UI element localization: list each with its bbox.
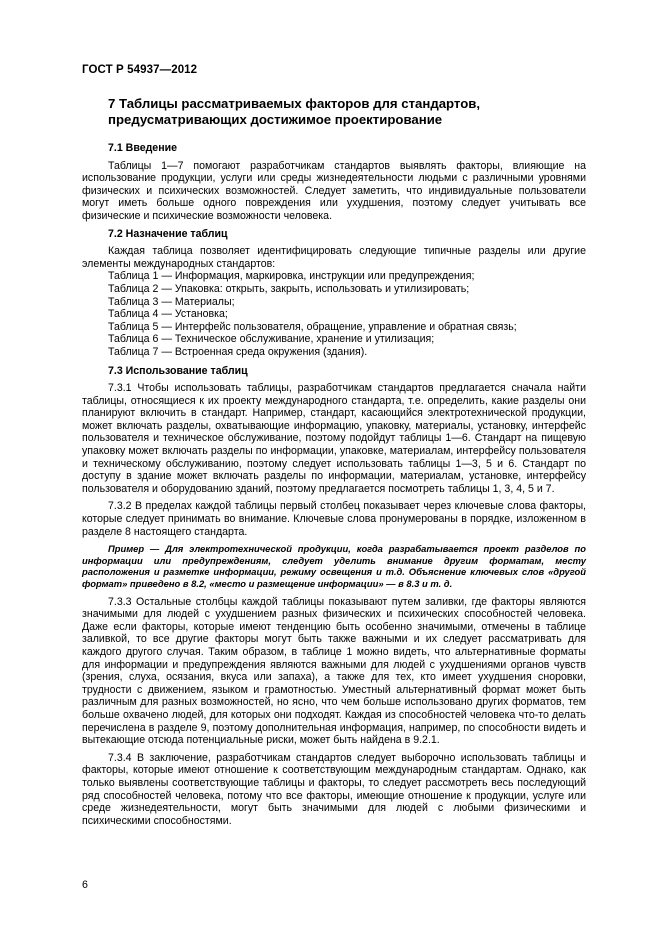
list-item: Таблица 6 — Техническое обслуживание, хранение и утилизация; bbox=[108, 333, 435, 346]
list-item: Таблица 2 — Упаковка: открыть, закрыть, использовать и утилизировать; bbox=[108, 282, 470, 295]
paragraph-7-3-3: 7.3.3 Остальные столбцы каждой таблицы показывают путем заливки, где факторы являются значимыми для людей с ухудшением разных физических и психических способностей человека. Даже если факторы, которые имеют тенденцию быть особенно значимыми, отмечены в таблице заливкой, то все другие факторы могут быть также важными и их следует рассматривать для каждого другого случая. Таким образом, в таблице 1 можно видеть, что альтернативные форматы для информации и предупреждения являются важными для людей с ухудшениями органов чувств (зрения, слуха, осязания, вкуса или запаха), а также для тех, кто имеет ухудшения сноровки, трудности с движением, языком и грамотностью. Уместный альтернативный формат может быть различным для разных возможностей, но ясно, что чем больше использовано других форматов, тем больше охвачено людей, для которых они подходят. Каждая из способностей человека что-то делать перечислена в разделе 9, поэтому дополнительная информация, например, по способности видеть и вытекающие отсюда потенциальные риски, может быть найдена в 9.2.1. bbox=[82, 595, 586, 747]
section-title-line-1: 7 Таблицы рассматриваемых факторов для стандартов, bbox=[108, 96, 481, 111]
subsection-heading-7-2: 7.2 Назначение таблиц bbox=[108, 227, 228, 240]
paragraph-7-1: Таблицы 1—7 помогают разработчикам стандартов выявлять факторы, влияющие на использование продукции, услуги или среды жизнедеятельности людьми с различными уровнями физических и психических возможностей. Следует заметить, что индивидуальные пользователи могут иметь больше одного повреждения или ухудшения, поэтому следует учитывать все физические и психические возможности человека. bbox=[82, 159, 586, 222]
paragraph-7-3-2: 7.3.2 В пределах каждой таблицы первый столбец показывает через ключевые слова факторы, которые следует принимать во внимание. Ключевые слова пронумерованы в порядке, изложенном в разделе 8 настоящего стандарта. bbox=[82, 500, 586, 538]
document-code-header: ГОСТ Р 54937—2012 bbox=[82, 64, 198, 76]
list-item: Таблица 7 — Встроенная среда окружения (здания). bbox=[108, 345, 368, 358]
subsection-heading-7-1: 7.1 Введение bbox=[108, 142, 178, 154]
paragraph-7-3-1: 7.3.1 Чтобы использовать таблицы, разработчикам стандартов предлагается сначала найти таблицы, относящиеся к их проекту международного стандарта, т.е. определить, какие разделы они планируют включить в стандарт. Например, стандарт, касающийся электротехнической продукции, может включать разделы, охватывающие информацию, упаковку, материалы, установку, интерфейс пользователя и техническое обслуживание, поэтому подойдут таблицы 1—6. Стандарт на пищевую упаковку может включать разделы по информации, упаковке, материалам, интерфейсу пользователя и техническому обслуживанию, поэтому следует использовать таблицы 1—3, 5 и 6. Стандарт по доступу в здание может включать разделы по информации, материалам, установке, интерфейсу пользователя и оборудованию зданий, поэтому предлагается посмотреть таблицы 1, 3, 4, 5 и 7. bbox=[82, 382, 586, 495]
paragraph-7-2-intro: Каждая таблица позволяет идентифицировать следующие типичные разделы или другие элементы международных стандартов: bbox=[82, 245, 586, 270]
list-item: Таблица 4 — Установка; bbox=[108, 308, 228, 321]
example-note: Пример — Для электротехнической продукции, когда разрабатывается проект разделов по информации или предупреждениям, следует уделить внимание другим форматам, месту расположения и разметке информации, режиму освещения и т.д. Объяснение ключевых слов «другой формат» приведено в 8.2, «место и размещение информации» — в 8.3 и т. д. bbox=[82, 543, 586, 589]
section-title-line-2: предусматривающих достижимое проектирование bbox=[108, 112, 443, 127]
subsection-heading-7-3: 7.3 Использование таблиц bbox=[108, 364, 248, 377]
list-item: Таблица 3 — Материалы; bbox=[108, 295, 235, 308]
list-item: Таблица 1 — Информация, маркировка, инструкции или предупреждения; bbox=[108, 270, 475, 283]
table-list bbox=[82, 270, 586, 358]
list-item: Таблица 5 — Интерфейс пользователя, обращение, управление и обратная связь; bbox=[108, 320, 517, 333]
section-title bbox=[82, 96, 586, 128]
page-number: 6 bbox=[82, 879, 88, 891]
paragraph-7-3-4: 7.3.4 В заключение, разработчикам стандартов следует выборочно использовать таблицы и факторы, которые имеют отношение к соответствующим международным стандартам. Однако, как только выявлены соответствующие таблицы и факторы, то следует рассмотреть весь последующий ряд способностей человека, потому что все факторы, имеющие отношение к продукции, услуге или среде жизнедеятельности, могут быть значимыми для людей с любыми физическими и психическими способностями. bbox=[82, 751, 586, 827]
page-content bbox=[82, 96, 586, 832]
